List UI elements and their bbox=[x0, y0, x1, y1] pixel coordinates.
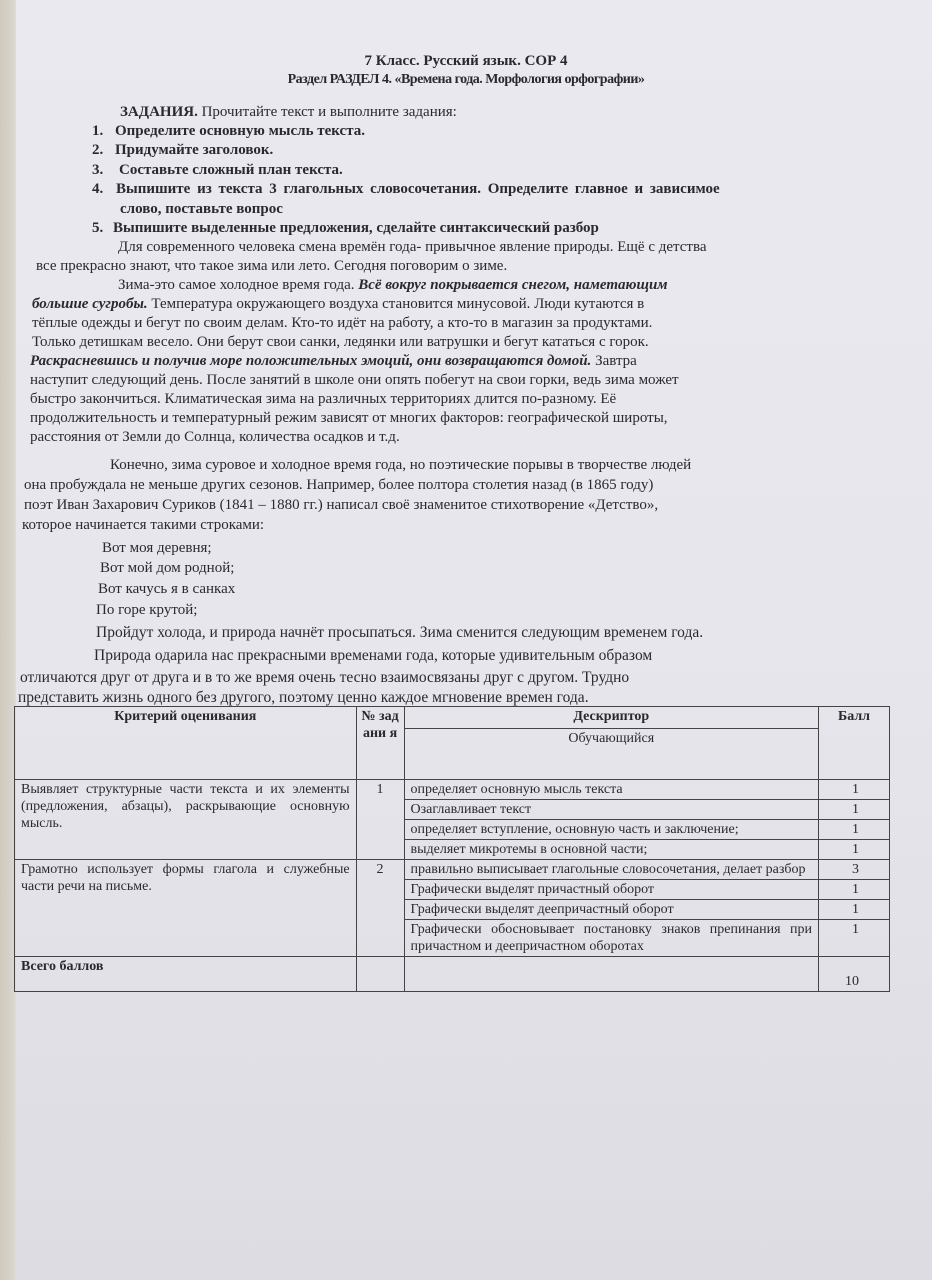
tasks-intro bbox=[120, 103, 457, 122]
score-cell: 1 bbox=[819, 840, 890, 860]
task-item: 5. Выпишите выделенные предложения, сделайте синтаксический разбор bbox=[92, 220, 599, 236]
task-item: 3. Составьте сложный план текста. bbox=[92, 162, 343, 178]
total-label: Всего баллов bbox=[15, 957, 357, 992]
highlighted-sentence: большие сугробы. bbox=[32, 296, 148, 312]
score-cell: 1 bbox=[819, 920, 890, 957]
task-item: 2. Придумайте заголовок. bbox=[92, 142, 274, 158]
total-row bbox=[15, 957, 890, 992]
descriptor-cell: Графически выделят деепричастный оборот bbox=[404, 900, 818, 920]
text-line: Пройдут холода, и природа начнёт просыпаться. Зима сменится следующим временем года. bbox=[96, 624, 704, 641]
text-line: быстро закончиться. Климатическая зима на различных территориях длится по-разному. Её bbox=[30, 391, 617, 407]
text-line: все прекрасно знают, что такое зима или лето. Сегодня поговорим о зиме. bbox=[36, 258, 508, 274]
header-descriptor: Дескриптор bbox=[404, 707, 818, 729]
score-cell: 1 bbox=[819, 820, 890, 840]
poem-line: Вот моя деревня; bbox=[102, 540, 212, 556]
descriptor-cell: выделяет микротемы в основной части; bbox=[404, 840, 818, 860]
task-number-cell: 1 bbox=[356, 780, 404, 860]
descriptor-cell: Графически выделят причастный оборот bbox=[404, 880, 818, 900]
text-line: тёплые одежды и бегут по своим делам. Кто-то идёт на работу, а кто-то в магазин за продуктами. bbox=[32, 315, 653, 331]
doc-title: 7 Класс. Русский язык. СОР 4 bbox=[364, 53, 568, 69]
descriptor-cell: определяет вступление, основную часть и заключение; bbox=[404, 820, 818, 840]
criterion-cell: Грамотно использует формы глагола и служебные части речи на письме. bbox=[15, 860, 357, 957]
text-line: Зима-это самое холодное время года. Всё вокруг покрывается снегом, наметающим bbox=[118, 277, 668, 293]
descriptor-cell: правильно выписывает глагольные словосочетания, делает разбор bbox=[404, 860, 818, 880]
header-learner: Обучающийся bbox=[404, 729, 818, 780]
text-line: поэт Иван Захарович Суриков (1841 – 1880 гг.) написал своё знаменитое стихотворение «Детство», bbox=[24, 497, 659, 513]
descriptor-cell: определяет основную мысль текста bbox=[404, 780, 818, 800]
text-line: наступит следующий день. После занятий в школе они опять побегут на свои горки, ведь зима может bbox=[30, 372, 679, 388]
text-line: которое начинается такими строками: bbox=[22, 517, 265, 533]
poem-line: Вот мой дом родной; bbox=[100, 560, 235, 576]
header-task-no: № зад ани я bbox=[356, 707, 404, 780]
task-item: 4. Выпишите из текста 3 глагольных словосочетания. Определите главное и зависимое bbox=[92, 181, 720, 197]
text-line: отличаются друг от друга и в то же время очень тесно взаимосвязаны друг с другом. Трудно bbox=[20, 669, 630, 686]
score-cell: 1 bbox=[819, 780, 890, 800]
descriptor-cell: Озаглавливает текст bbox=[404, 800, 818, 820]
score-cell: 1 bbox=[819, 800, 890, 820]
text-line: расстояния от Земли до Солнца, количества осадков и т.д. bbox=[30, 429, 400, 445]
text-line: Природа одарила нас прекрасными временами года, которые удивительным образом bbox=[94, 647, 653, 664]
assessment-table bbox=[14, 706, 890, 992]
text-line: представить жизнь одного без другого, поэтому ценно каждое мгновение времен года. bbox=[18, 689, 589, 706]
text-line: она пробуждала не меньше других сезонов. Например, более полтора столетия назад (в 1865 году) bbox=[24, 477, 654, 493]
highlighted-sentence: Раскрасневшись и получив море положительных эмоций, они возвращаются домой. bbox=[30, 353, 592, 369]
task-number-cell: 2 bbox=[356, 860, 404, 957]
score-cell: 1 bbox=[819, 900, 890, 920]
highlighted-sentence: Всё вокруг покрывается снегом, наметающим bbox=[358, 277, 668, 293]
poem-line: Вот качусь я в санках bbox=[98, 581, 236, 597]
poem-line: По горе крутой; bbox=[96, 602, 198, 618]
tasks-label: ЗАДАНИЯ. bbox=[120, 104, 198, 120]
header-criterion: Критерий оценивания bbox=[15, 707, 357, 780]
score-cell: 3 bbox=[819, 860, 890, 880]
descriptor-cell: Графически обосновывает постановку знаков препинания при причастном и деепричастном оборотах bbox=[404, 920, 818, 957]
doc-subtitle: Раздел РАЗДЕЛ 4. «Времена года. Морфология орфографии» bbox=[287, 72, 645, 87]
table-row bbox=[15, 780, 890, 800]
table-header-row bbox=[15, 707, 890, 729]
text-line: Только детишкам весело. Они берут свои санки, ледянки или ватрушки и бегут кататься с горок. bbox=[32, 334, 649, 350]
text-line: большие сугробы. Температура окружающего воздуха становится минусовой. Люди кутаются в bbox=[32, 296, 645, 312]
task-item-continued: слово, поставьте вопрос bbox=[120, 201, 283, 217]
text-line: Раскрасневшись и получив море положительных эмоций, они возвращаются домой. Завтра bbox=[30, 353, 637, 369]
text-line: продолжительность и температурный режим зависят от многих факторов: географической широты, bbox=[30, 410, 668, 426]
header-score: Балл bbox=[819, 707, 890, 780]
tasks-instruction: Прочитайте текст и выполните задания: bbox=[201, 104, 457, 120]
table-row bbox=[15, 860, 890, 880]
task-item: 1. Определите основную мысль текста. bbox=[92, 123, 366, 139]
text-line: Для современного человека смена времён года- привычное явление природы. Ещё с детства bbox=[118, 239, 707, 255]
score-cell: 1 bbox=[819, 880, 890, 900]
total-score: 10 bbox=[819, 957, 890, 992]
text-line: Конечно, зима суровое и холодное время года, но поэтические порывы в творчестве людей bbox=[110, 457, 692, 473]
criterion-cell: Выявляет структурные части текста и их элементы (предложения, абзацы), раскрывающие основную мысль. bbox=[15, 780, 357, 860]
